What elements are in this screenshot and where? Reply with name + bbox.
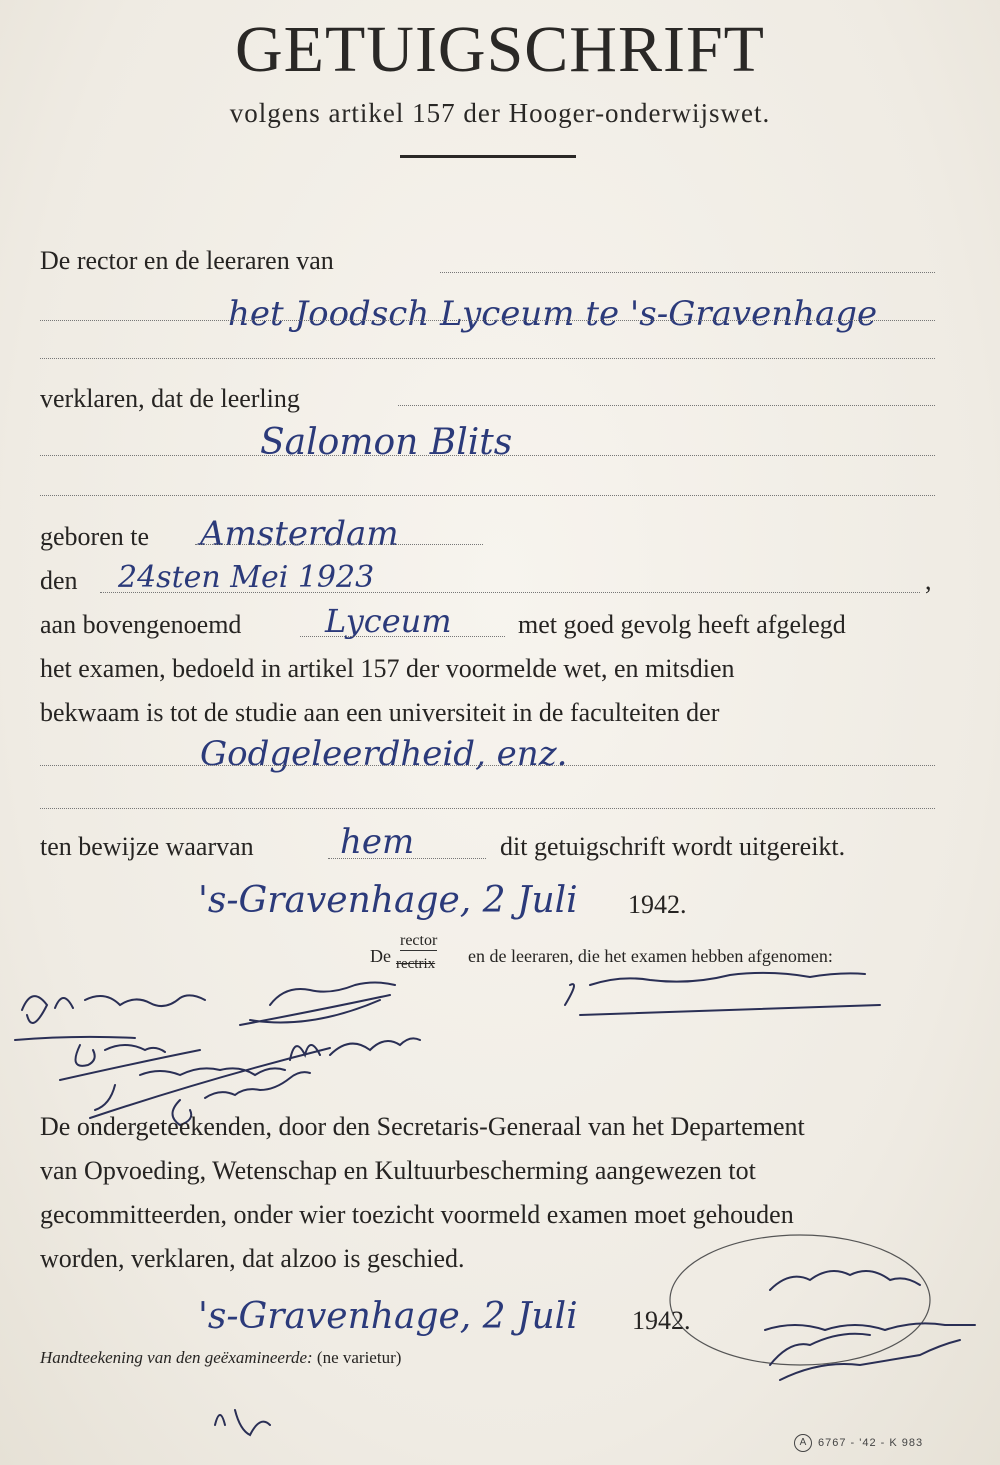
- signature-label-text: Handteekening van den geëxamineerde:: [40, 1348, 313, 1367]
- aan-text: aan bovengenoemd: [40, 610, 242, 639]
- year-printed: 1942.: [628, 890, 687, 919]
- rector-text: De rector en de leeraren van: [40, 246, 334, 275]
- exam-line: het examen, bedoeld in artikel 157 der voormelde wet, en mitsdien: [40, 654, 735, 683]
- committee-line-4: worden, verklaren, dat alzoo is geschied.: [40, 1244, 465, 1273]
- document-title: GETUIGSCHRIFT: [234, 13, 765, 86]
- committee-line-1: De ondergeteekenden, door den Secretaris-Generaal van het Departement: [40, 1112, 805, 1141]
- school-handwritten: het Joodsch Lyceum te 's-Gravenhage: [228, 294, 878, 334]
- committee-line-3: gecommitteerden, onder wier toezicht voormeld examen moet gehouden: [40, 1200, 794, 1229]
- examiners-prefix: De: [370, 946, 391, 966]
- bewijze-start: ten bewijze waarvan: [40, 832, 254, 861]
- birthplace-handwritten: Amsterdam: [200, 514, 399, 554]
- date-label: den: [40, 566, 78, 595]
- pronoun-handwritten: hem: [340, 822, 415, 862]
- examiners-rectrix: rectrix: [396, 956, 436, 972]
- aan-rest-text: met goed gevolg heeft afgelegd: [518, 610, 846, 639]
- institution-handwritten: Lyceum: [325, 602, 452, 640]
- committee-place-date-handwritten: 's-Gravenhage, 2 Juli: [198, 1296, 578, 1337]
- bewijze-end: dit getuigschrift wordt uitgereikt.: [500, 832, 846, 861]
- ne-varietur: (ne varietur): [316, 1348, 402, 1367]
- date-comma: ,: [925, 566, 932, 595]
- form-code: 6767 - '42 - K 983: [818, 1437, 924, 1449]
- examinee-signature-label: [40, 1348, 401, 1368]
- born-label: geboren te: [40, 522, 150, 551]
- student-name-handwritten: Salomon Blits: [260, 422, 513, 463]
- committee-line-2: van Opvoeding, Wetenschap en Kultuurbescherming aangewezen tot: [40, 1156, 756, 1185]
- committee-year-printed: 1942.: [632, 1306, 691, 1335]
- leerling-text: verklaren, dat de leerling: [40, 384, 300, 413]
- examiners-rector: rector: [400, 932, 438, 949]
- birthdate-handwritten: 24sten Mei 1923: [118, 560, 375, 595]
- faculty-handwritten: Godgeleerdheid, enz.: [200, 734, 568, 774]
- examiners-suffix: en de leeraren, die het examen hebben afgenomen:: [468, 946, 833, 966]
- document-subtitle: volgens artikel 157 der Hooger-onderwijswet.: [229, 98, 771, 128]
- place-date-handwritten: 's-Gravenhage, 2 Juli: [198, 880, 578, 921]
- printer-mark: A: [794, 1434, 812, 1452]
- bekwaam-line: bekwaam is tot de studie aan een universiteit in de faculteiten der: [40, 698, 720, 727]
